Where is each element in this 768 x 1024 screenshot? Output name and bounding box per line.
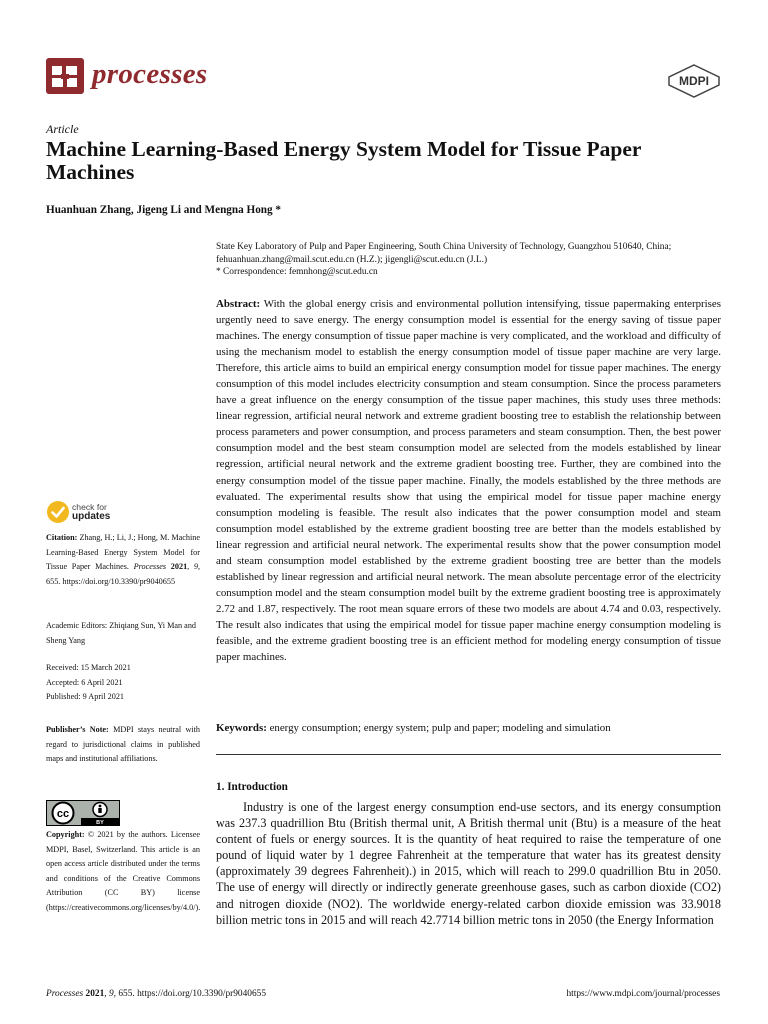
- citation-label: Citation:: [46, 533, 78, 542]
- introduction-paragraph: Industry is one of the largest energy consumption end-use sectors, and its energy consumption was 237.3 quadrillion Btu (British thermal unit, A British thermal unit (Btu) is a measure of the heat content of fuels or energy sources. It is the quantity of heat required to raise the temperature of one pound of liquid water by 1 degree Fahrenheit at the temperature that water has its greatest density (approximately 39 degrees Fahrenheit).) in 2015, which will reach to 299.0 quadrillion Btu in 2050. The use of energy will directly or indirectly generate greenhouse gases, such as carbon dioxide (CO2) and nitrogen dioxide (NO2). The worldwide energy-related carbon dioxide emission was 33.9018 billion metric tons in 2015 and will reach 42.7714 billion metric tons in 2050 (the Energy Information: [216, 800, 721, 927]
- affiliation: [216, 241, 721, 279]
- footer-doi[interactable]: , 655. https://doi.org/10.3390/pr9040655: [113, 989, 267, 999]
- accepted-date: Accepted: 6 April 2021: [46, 677, 123, 687]
- author-list: Huanhuan Zhang, Jigeng Li and Mengna Hong *: [46, 204, 282, 216]
- citation-block: Citation: Zhang, H.; Li, J.; Hong, M. Machine Learning-Based Energy System Model for Tissue Paper Machines. Processes 2021, 9, 655. https://doi.org/10.3390/pr9040655: [46, 533, 201, 586]
- citation-doi[interactable]: , 655. https://doi.org/10.3390/pr9040655: [46, 562, 201, 586]
- updates-label: updates: [72, 511, 111, 522]
- published-date: Published: 9 April 2021: [46, 692, 125, 702]
- section-divider: [216, 754, 721, 755]
- citation-year: 2021: [170, 562, 188, 572]
- footer-journal-url[interactable]: https://www.mdpi.com/journal/processes: [566, 989, 720, 999]
- correspondence: * Correspondence: femnhong@scut.edu.cn: [216, 267, 378, 278]
- introduction-heading: 1. Introduction: [216, 781, 288, 793]
- abstract-label: Abstract:: [216, 298, 261, 310]
- article-type: Article: [46, 122, 79, 136]
- check-for-updates-button[interactable]: [72, 503, 110, 521]
- footer-year: 2021: [85, 989, 105, 999]
- journal-name: processes: [92, 58, 208, 90]
- check-for-label: check for: [72, 502, 107, 512]
- keywords-label: Keywords:: [216, 722, 267, 734]
- copyright-label: Copyright:: [46, 830, 85, 839]
- journal-logo-icon: [46, 58, 84, 94]
- copyright-block: [46, 828, 200, 916]
- abstract: [216, 296, 721, 665]
- citation-journal: Processes: [133, 562, 167, 572]
- publisher-note-label: Publisher’s Note:: [46, 725, 109, 734]
- affiliation-text: State Key Laboratory of Pulp and Paper Engineering, South China University of Technology, Guangzhou 510640, China; fehuanhuan.zhang@mail.scut.edu.cn (H.Z.); jigengli@scut.edu.cn (J.L.): [216, 242, 672, 265]
- article-dates: [46, 661, 200, 705]
- cc-text: cc: [56, 808, 70, 820]
- citation-text: Zhang, H.; Li, J.; Hong, M. Machine Learning-Based Energy System Model for Tissue Paper Machines.: [46, 533, 201, 572]
- article-title: Machine Learning-Based Energy System Model for Tissue Paper Machines: [46, 137, 642, 184]
- publisher-note: [46, 723, 200, 767]
- keywords: [216, 721, 721, 736]
- keywords-text: energy consumption; energy system; pulp and paper; modeling and simulation: [269, 722, 611, 734]
- publisher-logo-icon: [668, 64, 720, 98]
- publisher-note-text: MDPI stays neutral with regard to jurisdictional claims in published maps and institutional affiliations.: [46, 725, 201, 764]
- by-text: BY: [96, 820, 104, 826]
- copyright-text: © 2021 by the authors. Licensee MDPI, Basel, Switzerland. This article is an open access article distributed under the terms and conditions of the Creative Commons Attribution (CC BY) license (https://creativecommons.org/licenses/by/4.0/).: [46, 830, 201, 912]
- abstract-text: With the global energy crisis and environmental pollution intensifying, tissue papermaking enterprises urgently need to save energy. The energy consumption model is essential for the energy saving of tissue paper machines. The energy consumption of tissue paper machine is very complicated, and the workload and difficulty of using the mechanism model to establish the energy consumption model of tissue paper machine are very large. Therefore, this article aims to build an empirical energy consumption model for tissue paper machines. The energy consumption of this model includes electricity consumption and steam consumption. Since the process parameters have a great influence on the energy consumption of the tissue paper machines, this study uses three methods: linear regression, artificial neural network and extreme gradient boosting tree to establish the relationship between process parameters and power consumption, and process parameters and steam consumption. Then, the best power consumption model and the best steam consumption model are selected from the models established by linear regression, artificial neural network and the extreme gradient boosting tree. Further, they are combined into the energy consumption model of the tissue paper machine. Finally, the models established by the three methods are evaluated. The experimental results show that using the empirical model for tissue paper machine energy consumption modeling is feasible. The result also indicates that the power consumption model and steam consumption model established by the extreme gradient boosting tree are better than the models established by linear regression and artificial neural network. The experimental results show that the power consumption model and steam consumption model established by the extreme gradient boosting tree are better than the models established by linear regression and artificial neural network. The mean absolute percentage error of the electricity consumption model and the steam consumption model built by the extreme gradient boosting tree is approximately 2.72 and 1.87, respectively. The root mean square errors of these two models are about 4.74 and 0.03, respectively. The result also indicates that using the empirical model for tissue paper machine energy consumption modeling is feasible, and the extreme gradient boosting tree is an efficient method for modeling energy consumption of tissue paper machines.: [216, 298, 721, 664]
- academic-editors: Academic Editors: Zhiqiang Sun, Yi Man and Sheng Yang: [46, 621, 197, 645]
- cc-by-license-icon[interactable]: [46, 800, 120, 826]
- footer-volume: 9: [108, 989, 114, 999]
- footer-journal: Processes: [46, 989, 84, 999]
- publisher-logo-text: MDPI: [679, 74, 709, 88]
- citation-volume: 9: [193, 562, 198, 572]
- footer-citation: Processes 2021, 9, 655. https://doi.org/10.3390/pr9040655: [46, 989, 267, 999]
- check-for-updates-icon[interactable]: [46, 500, 70, 524]
- received-date: Received: 15 March 2021: [46, 663, 131, 672]
